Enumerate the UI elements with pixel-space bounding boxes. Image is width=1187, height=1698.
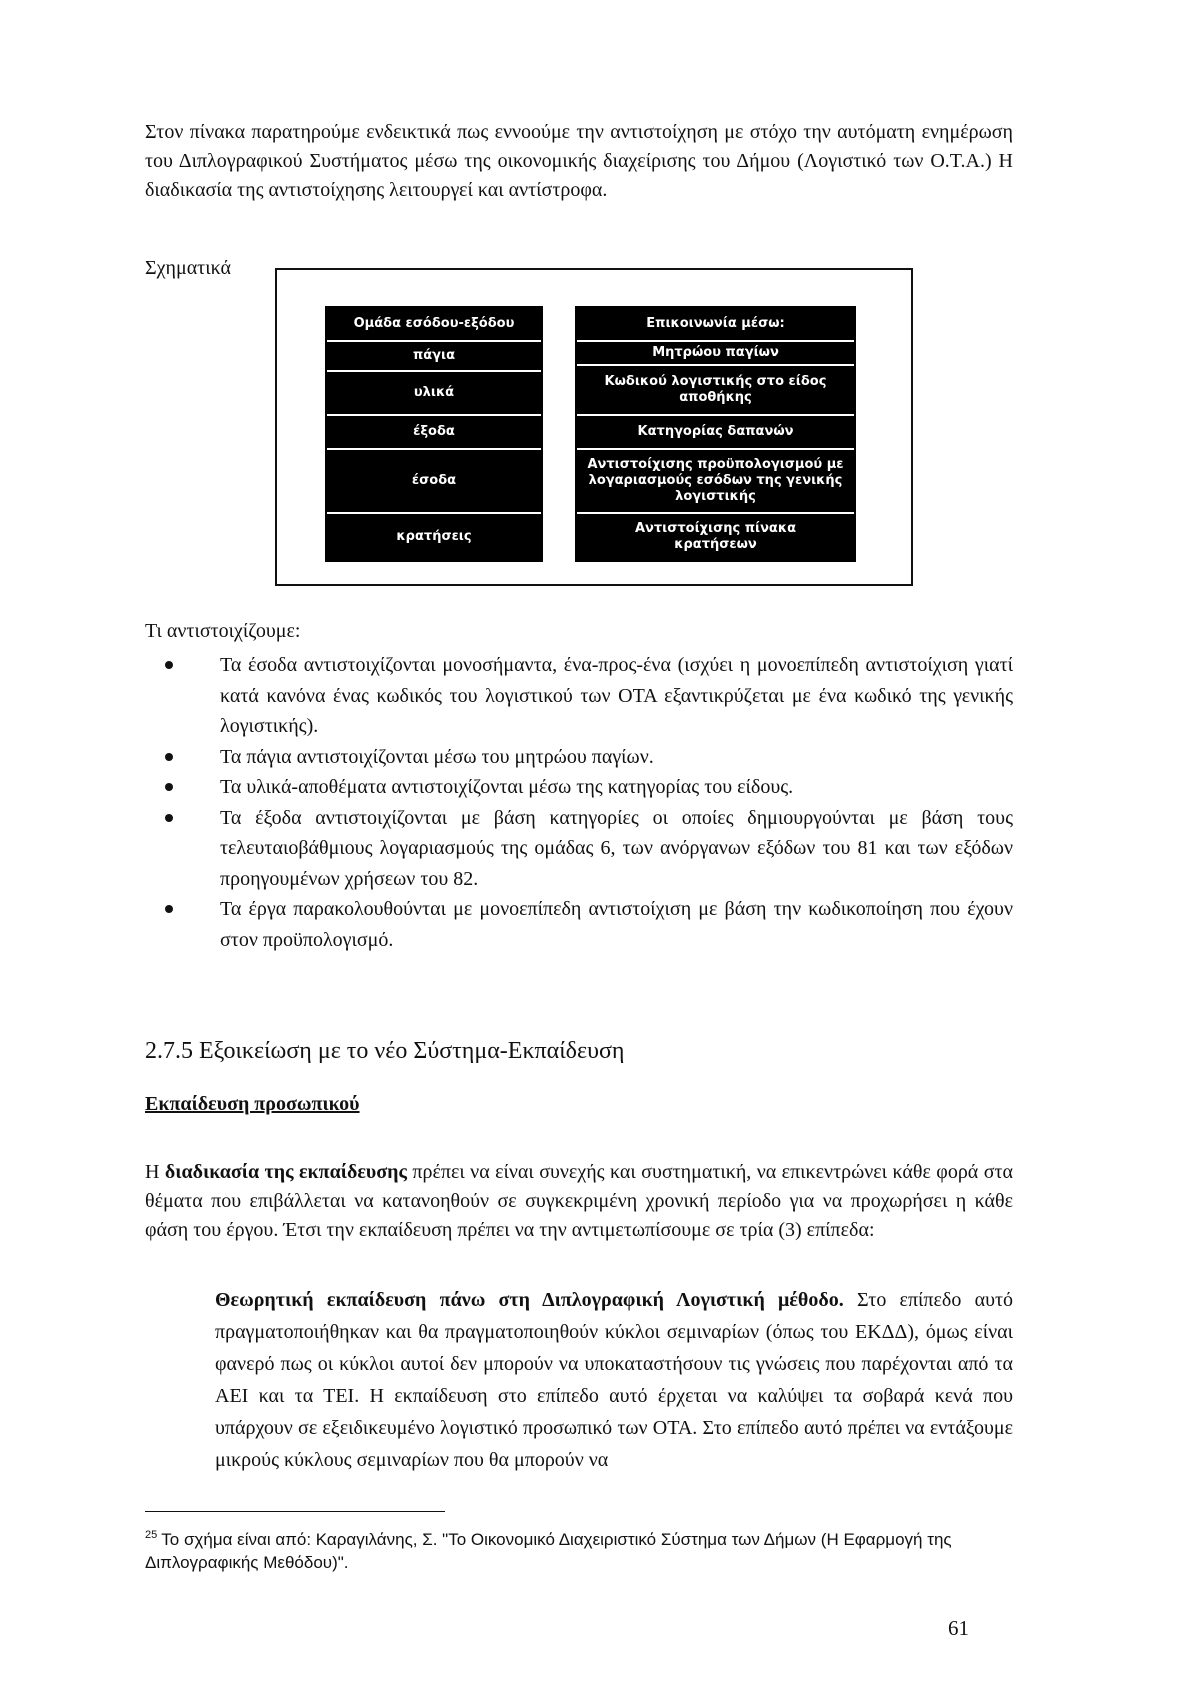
- intro-text: Στον πίνακα παρατηρούμε ενδεικτικά πως εννοούμε την αντιστοίχηση με στόχο την αυτόματη ενημέρωση του Διπλογραφικού Συστήματος μέσω της οικονομικής διαχείρισης του Δήμου (Λογιστικό των Ο.Τ.Α.) Η διαδικασία της αντιστοίχησης λειτουργεί και αντίστροφα.: [145, 121, 1013, 201]
- bullet-list: [145, 650, 1013, 955]
- communication-column: [575, 306, 856, 562]
- right-cell-accounting-code: Κωδικού λογιστικής στο είδος αποθήκης: [577, 366, 854, 416]
- list-item: Τα έργα παρακολουθούνται με μονοεπίπεδη αντιστοίχιση με βάση την κωδικοποίηση που έχουν στον προϋπολογισμό.: [145, 894, 1013, 955]
- list-item: Τα υλικά-αποθέματα αντιστοιχίζονται μέσω της κατηγορίας του είδους.: [145, 772, 1013, 803]
- section-subheading: Εκπαίδευση προσωπικού: [145, 1093, 360, 1115]
- section-heading: 2.7.5 Εξοικείωση με το νέο Σύστημα-Εκπαίδευση: [145, 1038, 625, 1064]
- bullet-icon: [165, 753, 173, 761]
- right-cell-asset-register: Μητρώου παγίων: [577, 342, 854, 366]
- training-paragraph: Η διαδικασία της εκπαίδευσης πρέπει να είναι συνεχής και συστηματική, να επικεντρώνει κάθε φορά στα θέματα που επιβάλλεται να κατανοηθούν σε συγκεκριμένη χρονική περίοδο για να προχωρήσει η κάθε φάση του έργου. Έτσι την εκπαίδευση πρέπει να την αντιμετωπίσουμε σε τρία (3) επίπεδα:: [145, 1161, 1013, 1241]
- questions-label: Τι αντιστοιχίζουμε:: [145, 620, 301, 642]
- schematic-label: Σχηματικά: [145, 257, 231, 279]
- income-expense-group-column: [325, 306, 543, 562]
- bullet-icon: [165, 814, 173, 822]
- training-level-paragraph: Θεωρητική εκπαίδευση πάνω στη Διπλογραφική Λογιστική μέθοδο. Στο επίπεδο αυτό πραγματοποιήθηκαν και θα πραγματοποιηθούν κύκλοι σεμιναρίων (όπως του ΕΚΔΔ), όμως είναι φανερό πως οι κύκλοι αυτοί δεν μπορούν να υποκαταστήσουν τις γνώσεις που παρέχονται από τα ΑΕΙ και τα ΤΕΙ. Η εκπαίδευση στο επίπεδο αυτό έρχεται να καλύψει τα σοβαρά κενά που υπάρχουν σε εξειδικευμένο λογιστικό προσωπικό των ΟΤΑ. Στο επίπεδο αυτό πρέπει να εντάξουμε μικρούς κύκλους σεμιναρίων που θα μπορούν να: [215, 1289, 1014, 1471]
- list-item: Τα έξοδα αντιστοιχίζονται με βάση κατηγορίες οι οποίες δημιουργούνται με βάση τους τελευταιοβάθμιους λογαριασμούς της ομάδας 6, των ανόργανων εξόδων του 81 και των εξόδων προηγουμένων χρήσεων του 82.: [145, 803, 1013, 895]
- page-number: 61: [948, 1616, 969, 1640]
- level-title: Θεωρητική εκπαίδευση πάνω στη Διπλογραφική Λογιστική μέθοδο.: [215, 1289, 844, 1311]
- left-cell-withholdings: κρατήσεις: [396, 529, 472, 544]
- right-cell-budget-mapping: Αντιστοίχισης προϋπολογισμού με λογαριασμούς εσόδων της γενικής λογιστικής: [577, 450, 854, 514]
- intro-paragraph: [145, 118, 1013, 205]
- bullet-icon: [165, 661, 173, 669]
- bullet-icon: [165, 905, 173, 913]
- footnote-divider: [145, 1511, 445, 1512]
- right-cell-expense-category: Κατηγορίας δαπανών: [577, 416, 854, 450]
- right-cell-withholdings-table: Αντιστοίχισης πίνακα κρατήσεων: [634, 521, 797, 552]
- list-item: Τα έσοδα αντιστοιχίζονται μονοσήμαντα, ένα-προς-ένα (ισχύει η μονοεπίπεδη αντιστοίχιση γιατί κατά κανόνα ένας κωδικός του λογιστικού των ΟΤΑ εξαντικρύζεται με ένα κωδικό της γενικής λογιστικής).: [145, 650, 1013, 742]
- list-item: Τα πάγια αντιστοιχίζονται μέσω του μητρώου παγίων.: [145, 742, 1013, 773]
- correspondence-diagram: [275, 268, 913, 586]
- left-cell-fixed-assets: πάγια: [327, 342, 541, 372]
- left-cell-materials: υλικά: [327, 372, 541, 416]
- left-cell-income: έσοδα: [327, 450, 541, 514]
- training-emphasis: διαδικασία της εκπαίδευσης: [164, 1161, 407, 1183]
- right-header-cell: Επικοινωνία μέσω:: [577, 308, 854, 342]
- left-header-cell: Ομάδα εσόδου-εξόδου: [327, 308, 541, 342]
- footnote-number: 25: [145, 1529, 158, 1541]
- footnote-text: Το σχήμα είναι από: Καραγιλάνης, Σ. "Το Οικονομικό Διαχειριστικό Σύστημα των Δήμων (Η Εφαρμογή της Διπλογραφικής Μεθόδου)".: [145, 1530, 952, 1572]
- bullet-icon: [165, 783, 173, 791]
- left-cell-expenses: έξοδα: [327, 416, 541, 450]
- footnote: [145, 1524, 1025, 1574]
